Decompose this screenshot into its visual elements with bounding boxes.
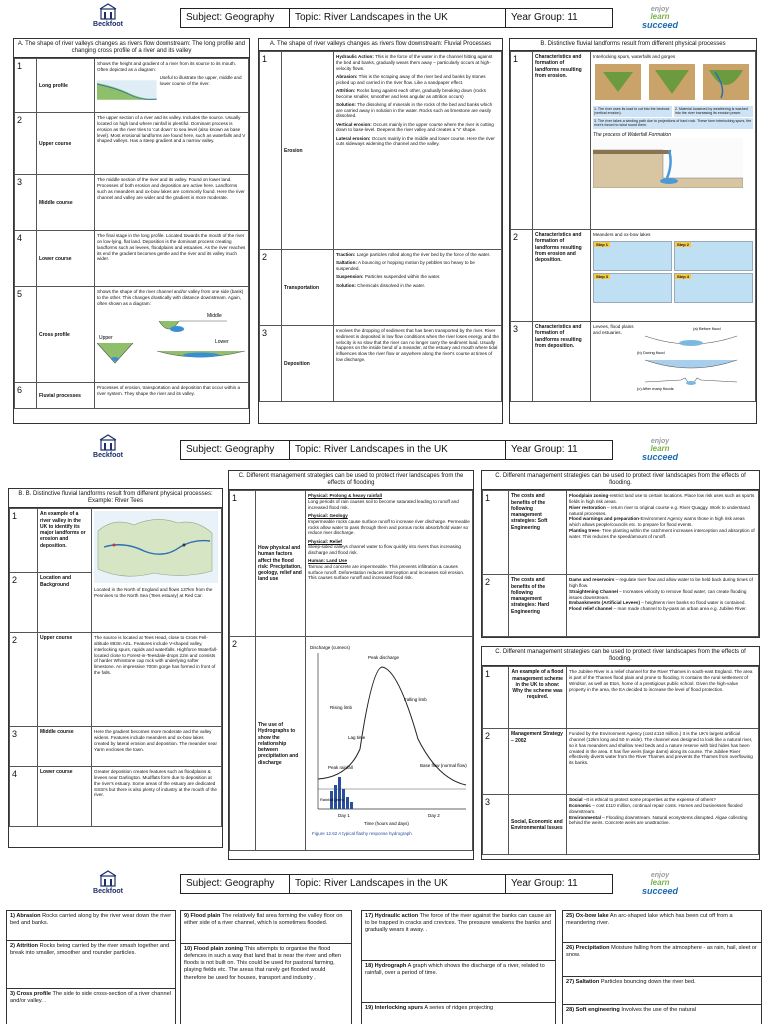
glossary-item [362, 1003, 555, 1024]
slogan-enjoy: enjoy [650, 6, 670, 13]
glossary-column-2 [180, 910, 352, 1024]
term: 25) Ox-bow lake [566, 913, 609, 919]
section-b-landforms [509, 38, 757, 424]
row-content [306, 637, 473, 851]
levee-diagram [635, 324, 747, 396]
school-crest-icon [98, 434, 118, 452]
table-row [10, 727, 222, 767]
subject-label: Subject: Geography [181, 9, 290, 27]
section-title: C. Different management strategies can be used to protect river landscapes from the effects of flooding. [482, 471, 759, 490]
row-label: Middle course [38, 727, 92, 767]
table-row [483, 729, 759, 795]
glossary-item [7, 911, 175, 941]
definition: Steep-sided valleys channel water to flow quickly into rivers thus increasing discharge and flood risk. [308, 544, 461, 555]
row-number: 2 [10, 573, 38, 633]
row-label: Lower course [38, 767, 92, 827]
year-label: Year Group: 11 [511, 12, 578, 23]
definition: – man made channel to by-pass an urban area e.g. Jubilee River. [612, 606, 747, 612]
row-content [591, 52, 756, 230]
table-row [15, 113, 249, 175]
row-number: 2 [10, 633, 38, 727]
glossary-item [362, 911, 555, 961]
row-label: Deposition [282, 326, 334, 402]
river-tees-table [9, 508, 222, 827]
slogan-enjoy: enjoy [650, 872, 670, 879]
term: Flood relief channel [569, 606, 613, 612]
row-label: Location and Background [38, 573, 92, 633]
slogan-logo [635, 438, 685, 466]
section-b-river-tees [8, 488, 223, 848]
label-lower: Lower [215, 338, 229, 345]
school-name: Beckfoot [93, 888, 123, 895]
row-number: 3 [15, 175, 37, 231]
table-row [511, 322, 756, 402]
definition: A graph which shows the discharge of a river, related to rainfall, over a period of time. [365, 963, 545, 977]
section-title: C. Different management strategies can be used to protect river landscapes from the effects of flooding [229, 471, 473, 490]
row-text: Shows the shape of the river channel and/or valley from one side (bank) to the other. This changes drastically with distance downstream. Again, often shown as a diagram: [97, 289, 244, 306]
definition: Moisture falling from the atmosphere - as rain, hail, sleet or snow. [566, 945, 757, 959]
label-base-flow: Base flow (normal flow) [420, 763, 467, 769]
row-number: 5 [15, 287, 37, 383]
term: Attrition: [336, 87, 356, 93]
row-label: Characteristics and formation of landforms resulting from erosion and deposition. [533, 230, 591, 322]
section-c-flood-risk [228, 470, 474, 860]
glossary-item [7, 941, 175, 989]
label-falling-limb: Falling limb [404, 697, 427, 703]
definition: This is the scraping away of the river bed and banks by stones picked up and carried in the river flow. Like a sandpaper effect. [336, 73, 486, 85]
definition: Tarmac and concrete are impermeable. This prevents infiltration & causes surface runoff. Deforestation reduces interception and increases soil erosion. This causes surface runoff and increased flood risk. [308, 563, 465, 581]
definition: Large particles rolled along the river bed by the force of the water. [355, 252, 491, 258]
row-number: 3 [483, 795, 509, 855]
row-number: 4 [15, 231, 37, 287]
row-text: The upper section of a river and its valley. Includes the source. Usually located on high land where rainfall is plentiful. Dominant process is erosion as the river tries to 'cut down' to sea level (also known as base level). Most erosional landforms are found here, such as waterfalls and V shaped valleys. Has a steep gradient and a narrow valley. [95, 113, 249, 175]
definition: The side to side cross-section of a river channel and/or valley. . [10, 991, 171, 1005]
term: Floodplain zoning [569, 493, 609, 499]
caption: (a) Before flood [693, 326, 721, 332]
definition: - Tree planting within the catchment increases interception and absorption of water. This reduces the speed/amount of runoff. [569, 527, 755, 539]
row-text: The final stage in the long profile. Located towards the mouth of the river on low-lying, flat land. Deposition is the dominant process creating landforms such as levees, floodplains and estuaries. As the river reaches its end the gradient becomes gentle and the river and its valley much wider. [95, 231, 249, 287]
header-bar [180, 440, 613, 460]
definition: The dissolving of minerals in the rocks of the bed and banks which are carried away in solution in the water. Rocks such as limestone are easily dissolved. [336, 101, 493, 119]
row-content [92, 509, 222, 633]
table-row [15, 383, 249, 409]
year-label: Year Group: 11 [511, 444, 578, 455]
row-number: 6 [15, 383, 37, 409]
row-number: 1 [483, 667, 509, 729]
row-label: Lower course [37, 231, 95, 287]
row-content [567, 795, 759, 855]
row-label: Cross profile [37, 287, 95, 383]
definition: Rocks bang against each other, gradually breaking down (rocks become smaller, smoother and less angular as attrition occurs) [336, 87, 486, 99]
row-label: The costs and benefits of the following management strategies: Soft Engineering [509, 491, 567, 575]
beckfoot-logo [88, 870, 128, 900]
section-title: A. The shape of river valleys changes as rivers flow downstream: The long profile and changing cross profile of a river and its valley [14, 39, 249, 58]
slogan-succeed: succeed [641, 20, 679, 30]
row-number: 4 [10, 767, 38, 827]
page-3 [0, 866, 768, 1024]
term: 2) Attrition [10, 943, 39, 949]
definition: – heightens river banks so flood water is contained. [639, 600, 746, 606]
section-c-jubilee-river [481, 646, 760, 860]
topic-label: Topic: River Landscapes in the UK [290, 875, 506, 893]
row-content [306, 491, 473, 637]
row-text: The Jubilee River is a relief channel for the River Thames in south-east England. The area is part of the Thames flood plain and prone to flooding. It contains the rural settlement of Windsor, as well as Eton, home of a prestigious public school. Given the high-value property in the area, the EA decided to increase the level of flood protection. [567, 667, 759, 729]
definition: – return river to original course e.g. River Quaggy. Work to understand natural processes. [569, 504, 750, 516]
row-label: The use of Hydrographs to show the relationship between precipitation and discharge [256, 637, 306, 851]
section-c-soft-hard-engineering [481, 470, 760, 638]
row-content [95, 59, 249, 113]
page-1 [0, 0, 768, 430]
row-number: 1 [483, 491, 509, 575]
topic-label: Topic: River Landscapes in the UK [290, 441, 506, 459]
section-a-fluvial-processes [258, 38, 503, 424]
row-number: 2 [260, 250, 282, 326]
beckfoot-logo [88, 3, 128, 33]
label-rising-limb: Rising limb [330, 705, 353, 711]
glossary-item [181, 911, 351, 944]
row-number: 2 [511, 230, 533, 322]
table-row [260, 52, 502, 250]
diagram-note: Useful to illustrate the upper, middle and lower course of the river. [159, 74, 242, 86]
table-row [10, 509, 222, 573]
term: Embankments (Artificial Levees) [569, 600, 640, 606]
term: 1) Abrasion [10, 913, 41, 919]
row-label: Fluvial processes [37, 383, 95, 409]
table-row [483, 795, 759, 855]
term: Solution: [336, 282, 356, 288]
slogan-enjoy: enjoy [650, 438, 670, 445]
definition: Rocks carried along by the river wear down the river bed and banks. [10, 913, 172, 927]
definition: Long periods of rain causes soil to become saturated leading to runoff and increased flood risk. [308, 499, 459, 510]
school-crest-icon [98, 870, 118, 888]
section-title: B. B. Distinctive fluvial landforms result from different physical processes: Example: River Tees [9, 489, 222, 508]
section-title: A. The shape of river valleys changes as rivers flow downstream: Fluvial Processes [259, 39, 502, 51]
term: Traction: [336, 252, 356, 258]
row-text: Involves the dropping of sediment that has been transported by the river. River sediment is deposited in low flow conditions when the river loses energy and the velocity is so slow that the river can no longer carry the sediment load. Usually happens on the inside bend of a meander, at the estuary and mouth where tidal influences slow the river flow or anywhere along the river's course at times of low discharge. [334, 326, 502, 402]
term: Environmental [569, 814, 601, 820]
table-row [511, 230, 756, 322]
table-row [10, 633, 222, 727]
table-row [15, 287, 249, 383]
row-label: Management Strategy – 2002 [509, 729, 567, 795]
caption: 3. The river takes a winding path due to projections of hard rock. These form interlocking spurs, the river's forced to wind round them. [594, 118, 752, 128]
step-label: Step 4 [677, 273, 690, 279]
label-upper: Upper [99, 334, 113, 341]
page-2 [0, 430, 768, 866]
row-content [334, 52, 502, 250]
row-content [591, 230, 756, 322]
long-profile-table [14, 58, 249, 409]
header-bar [180, 874, 613, 894]
row-number: 3 [260, 326, 282, 402]
definition: –It is ethical to protect some properties at the expense of others? [582, 797, 716, 803]
term: 9) Flood plain [184, 913, 221, 919]
row-number: 2 [483, 729, 509, 795]
label-peak-discharge: Peak discharge [368, 655, 400, 661]
term: 19) Interlocking spurs [365, 1005, 424, 1011]
definition: This is the force of the water in the channel hitting against the bed and banks, gradually wears them away – particularly occurs at high-velocity flows. [336, 54, 493, 71]
term: 26) Precipitation [566, 945, 610, 951]
caption: 2. Material loosened by weathering is washed into the river increasing its erosion power. [674, 106, 753, 117]
definition: Particles bouncing down the river bed. [599, 979, 696, 985]
label-middle: Middle [207, 312, 222, 319]
interlocking-spurs-diagram [593, 60, 751, 104]
row-text: Greater deposition creates features such as floodplains & levees near Darlington. Mudflats form due to deposition at the river's estuary. Some areas of the estuary are dedicated SSSI's but there is also plenty of industry at the mouth of the river. [92, 767, 222, 827]
slogan-succeed: succeed [641, 886, 679, 896]
table-row [230, 491, 473, 637]
cross-profile-diagram [97, 307, 247, 365]
definition: -Environment Agency warns those in high risk areas which allows people/councils etc. to prepare for flood events. [569, 516, 745, 528]
waterfall-title: The process of Waterfall Formation [593, 131, 671, 138]
caption: (b) During flood [637, 350, 665, 356]
slogan-logo [635, 872, 685, 900]
definition: – cost £110 million, continual repair costs. Homes and businesses flooded downstream. [569, 803, 743, 814]
caption: 1. The river uses its load to cut into the bedrock (vertical erosion). [593, 106, 672, 117]
row-number: 1 [230, 491, 256, 637]
row-content [567, 575, 759, 637]
definition: Impermeable rocks cause surface runoff to increase river discharge. Permeable rocks allow water to pass through them and porous rocks absorb/hold water so reduce river discharge. [308, 518, 470, 536]
row-number: 2 [15, 113, 37, 175]
beckfoot-logo [88, 434, 128, 464]
row-text: Funded by the Environment Agency (cost £110 million.) It is the UK's largest artificial channel (12km long and 50 m wide). The channel was designed to look like a natural river, so it has meanders and shallow reed beds and a nature reserve with bird hides has been created in the area. It has five weirs (large dams) along its course. The Jubilee River effectively diverts water from the River Thames and prevents the Thames from overflowing its banks. [567, 729, 759, 795]
label-peak-rainfall: Peak rainfall [328, 765, 353, 771]
row-label: Long profile [37, 59, 95, 113]
term: Planting trees [569, 527, 600, 533]
term: 28) Soft engineering [566, 1007, 620, 1013]
glossary-item [563, 911, 761, 943]
row-text: Meanders and ox-bow lakes [593, 232, 651, 238]
term: Physical: Relief [308, 538, 342, 544]
figure-caption: Figure 12.62 A typical flashy response hydrograph [312, 831, 412, 837]
row-text: Processes of erosion, transportation and deposition that occur within a river system. They shape the river and its valley. [95, 383, 249, 409]
term: Straightening Channel [569, 588, 619, 594]
school-name: Beckfoot [93, 452, 123, 459]
term: Economic [569, 803, 591, 809]
table-row [15, 231, 249, 287]
row-text: The source is located at Tees Head, close to Cross Fell-altitude 893m ASL. Features include V-shaped valley, interlocking spurs, rapids and waterfalls. Highforce Waterfall-located close to Forest-in-Teesdale-drops 22m and consists of harder Whinstone cap rock with underlying softer limestone. An impressive 700m gorge has formed in front of the falls. [92, 633, 222, 727]
caption: (c) After many floods [637, 386, 674, 392]
landforms-table [510, 51, 756, 402]
glossary-item [362, 961, 555, 1003]
term: Social [569, 797, 583, 803]
row-text: Located in the North of England and flows 137km from the Pennines to the North Sea (Tees estuary) at Red Car. [94, 587, 213, 598]
flood-risk-table [229, 490, 473, 851]
waterfall-diagram [593, 138, 743, 188]
term: Flood warnings and preparation [569, 516, 639, 522]
definition: This attempts to organise the flood defences in such a way that land that is near the river and often floods is not built on. This could be used for pastoral farming, playing fields etc. The areas that rarely get flooded would therefore be used for houses, transport and industry . [184, 946, 342, 981]
school-name: Beckfoot [93, 21, 123, 28]
row-content [334, 250, 502, 326]
definition: An arc-shaped lake which has been cut off from a meandering river. [566, 913, 733, 927]
row-label: Middle course [37, 175, 95, 231]
definition: Particles suspended within the water. [363, 274, 441, 280]
long-profile-diagram [97, 75, 157, 105]
term: Dams and reservoirs [569, 577, 615, 583]
x-axis-label: Time (hours and days) [364, 821, 409, 827]
rainfall-bars [330, 777, 353, 809]
engineering-table [482, 490, 759, 637]
row-label: An example of a flood management scheme in the UK to show: Why the scheme was required. [509, 667, 567, 729]
definition: Chemicals dissolved in the water. [355, 282, 426, 288]
step-label: Step 3 [596, 273, 609, 279]
term: River restoration [569, 504, 606, 510]
jubilee-river-table [482, 666, 759, 855]
row-label: The costs and benefits of the following management strategies: Hard Engineering [509, 575, 567, 637]
glossary-item [563, 977, 761, 1005]
label-day-1: Day 1 [338, 813, 350, 819]
row-content [95, 287, 249, 383]
row-label: Characteristics and formation of landforms resulting from deposition. [533, 322, 591, 402]
label-lag-time: Lag time [348, 735, 366, 741]
row-text: Interlocking spurs, waterfalls and gorges [593, 54, 676, 60]
subject-label: Subject: Geography [181, 875, 290, 893]
row-text: Shows the height and gradient of a river from its source to its mouth. Often depicted as a diagram: [97, 61, 236, 73]
term: Saltation: [336, 260, 357, 266]
term: Lateral erosion: [336, 135, 371, 141]
definition: A series of ridges projecting [423, 1005, 494, 1011]
section-a-long-profile [13, 38, 250, 424]
row-label: Erosion [282, 52, 334, 250]
section-title: B. Distinctive fluvial landforms result from different physical processes [510, 39, 756, 51]
term: Human: Land Use [308, 558, 348, 564]
header-bar [180, 8, 613, 28]
row-number: 2 [483, 575, 509, 637]
term: Solution: [336, 101, 356, 107]
table-row [511, 52, 756, 230]
definition: Occurs mainly in the upper course where the river is cutting down to base-level. Deepens the river valley and creates a 'V' shape. [336, 121, 494, 133]
row-label: How physical and human factors affect the flood risk: Precipitation, geology, relief and land use [256, 491, 306, 637]
term: 3) Cross profile [10, 991, 52, 997]
school-crest-icon [98, 3, 118, 21]
row-number: 3 [10, 727, 38, 767]
table-row [15, 175, 249, 231]
term: Abrasion: [336, 73, 358, 79]
definition: – regulate river flow and allow water to be held back during times of high flow. [569, 577, 753, 589]
definition: The relatively flat area forming the valley floor on either side of a river channel, which is sometimes flooded. [184, 913, 343, 927]
term: 27) Saltation [566, 979, 600, 985]
section-title: C. Different management strategies can be used to protect river landscapes from the effects of flooding. [482, 647, 759, 666]
definition: Rocks being carried by the river smash together and break into smaller, smoother and rounder particles. [10, 943, 170, 957]
table-row [10, 767, 222, 827]
row-label: Upper course [38, 633, 92, 727]
row-content [591, 322, 756, 402]
y-axis-label: Discharge (cumecs) [310, 645, 351, 651]
table-row [230, 637, 473, 851]
row-label: An example of a river valley in the UK to identify its major landforms or erosion and deposition. [38, 509, 92, 573]
slogan-learn: learn [650, 12, 670, 21]
glossary-item [181, 944, 351, 1024]
term: Vertical erosion: [336, 121, 372, 127]
glossary-column-4 [562, 910, 762, 1024]
term: Physical: Prolong & heavy rainfall [308, 493, 383, 499]
definition: Occurs mainly in the middle and lower course. Here the river cuts sideways widening the channel and the valley. [336, 135, 495, 147]
definition: A bouncing or hopping motion by pebbles too heavy to be suspended. [336, 260, 475, 272]
row-number: 1 [15, 59, 37, 113]
row-text: The middle section of the river and its valley. Found on lower land. Processes of both erosion and deposition are active here. Landforms such as meanders and ox-bow lakes are commonly found. Here the river channel and valley are wider and the gradient is more moderate. [95, 175, 249, 231]
definition: The force of the river against the banks can cause air to be trapped in cracks and crevices. The pressure weakens the banks and gradually wears it away. . [365, 913, 552, 934]
term: Suspension: [336, 274, 364, 280]
slogan-learn: learn [650, 878, 670, 887]
row-number: 2 [230, 637, 256, 851]
row-number: 1 [260, 52, 282, 250]
table-row [260, 250, 502, 326]
slogan-learn: learn [650, 444, 670, 453]
row-number: 1 [10, 509, 38, 573]
term: 10) Flood plain zoning [184, 946, 244, 952]
term: Hydraulic Action: [336, 54, 374, 60]
row-label: Social, Economic and Environmental Issues [509, 795, 567, 855]
row-label: Transportation [282, 250, 334, 326]
glossary-column-1 [6, 910, 176, 1024]
slogan-logo [635, 6, 685, 34]
table-row [483, 491, 759, 575]
glossary-item [563, 1005, 761, 1024]
row-label: Characteristics and formation of landforms resulting from erosion. [533, 52, 591, 230]
definition: – Flooding downstream. Natural ecosystems disrupted. Algae collecting behind the weirs. Concrete weirs are unattractive. [569, 814, 748, 826]
slogan-succeed: succeed [641, 452, 679, 462]
term: 18) Hydrograph [365, 963, 407, 969]
topic-label: Topic: River Landscapes in the UK [290, 9, 506, 27]
definition: – Increases velocity to remove flood water; can create flooding issues downstream. [569, 588, 747, 600]
row-text: Here the gradient becomes more moderate and the valley widens. Features include meanders and ox-bow lakes created by lateral erosion and deposition. The meander near Yarm encloses the town. [92, 727, 222, 767]
fluvial-processes-table [259, 51, 502, 402]
subject-label: Subject: Geography [181, 441, 290, 459]
table-row [15, 59, 249, 113]
hydrograph [308, 639, 468, 839]
table-row [483, 575, 759, 637]
label-day-2: Day 2 [428, 813, 440, 819]
row-number: 1 [511, 52, 533, 230]
glossary-item [7, 989, 175, 1024]
term: 17) Hydraulic action [365, 913, 419, 919]
definition: Involves the use of the natural [619, 1007, 696, 1013]
glossary-item [563, 943, 761, 977]
row-label: Upper course [37, 113, 95, 175]
glossary-column-3 [361, 910, 556, 1024]
step-label: Step 1 [596, 241, 609, 247]
label-rainfall: Rainfall (mm) [320, 797, 344, 803]
row-number: 3 [511, 322, 533, 402]
definition: -restrict land use to certain locations. Place low risk uses such as sports fields in high risk areas. [569, 493, 755, 505]
row-text: Levees, flood plains and estuaries. [593, 324, 634, 335]
row-content [567, 491, 759, 575]
term: Physical: Geology [308, 513, 348, 519]
year-label: Year Group: 11 [511, 878, 578, 889]
table-row [483, 667, 759, 729]
step-label: Step 2 [677, 241, 690, 247]
meander-steps [593, 241, 753, 303]
river-tees-map [94, 511, 218, 583]
table-row [260, 326, 502, 402]
